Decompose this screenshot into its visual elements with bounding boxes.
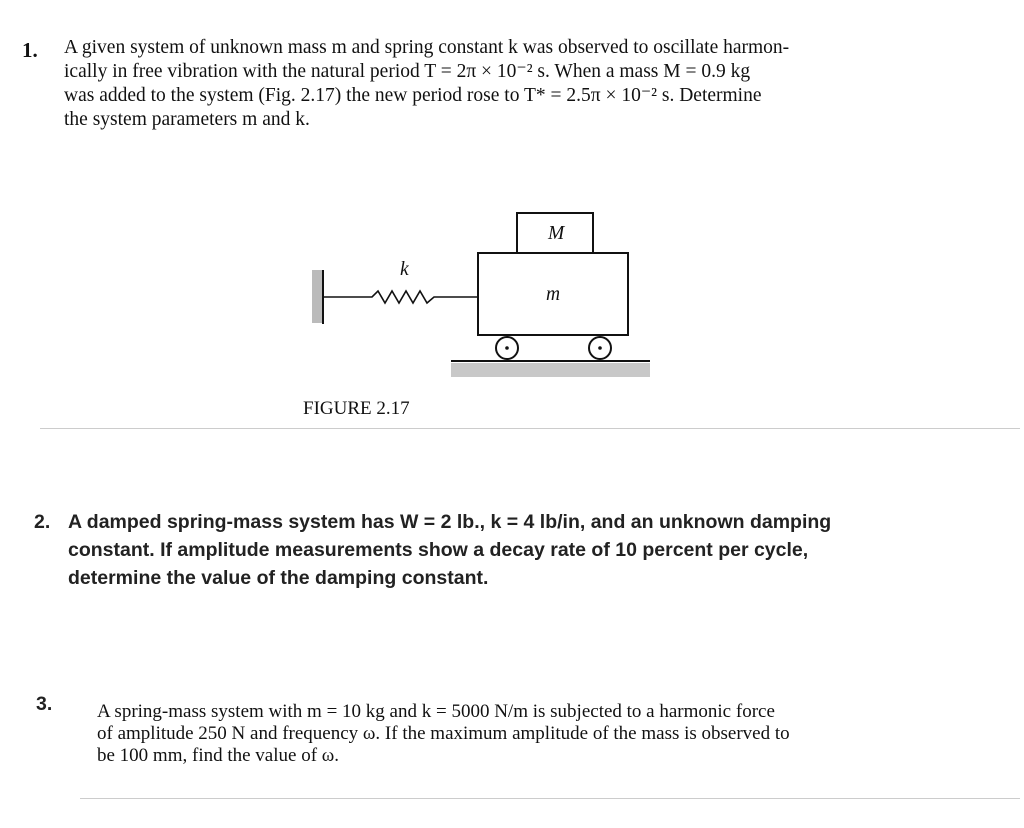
divider (80, 798, 1020, 799)
wall-hatch (312, 270, 322, 323)
problem-1-line: ically in free vibration with the natural period T = 2π × 10⁻² s. When a mass M = 0.9 kg (64, 61, 751, 82)
spring (323, 291, 477, 303)
problem-2-number: 2. (34, 511, 51, 533)
ground-hatch (451, 363, 650, 377)
mass-label: m (546, 284, 561, 305)
problem-2-line: A damped spring-mass system has W = 2 lb., k = 4 lb/in, and an unknown damping (68, 511, 832, 533)
figure-caption: FIGURE 2.17 (303, 398, 410, 419)
problem-3-line: of amplitude 250 N and frequency ω. If the maximum amplitude of the mass is observed to (97, 723, 790, 744)
added-mass-label: M (548, 223, 565, 244)
spring-label: k (400, 259, 409, 280)
problem-2-text (68, 508, 831, 592)
problem-1-line: A given system of unknown mass m and spring constant k was observed to oscillate harmon- (64, 37, 790, 58)
wheel-axle (505, 346, 509, 350)
problem-3-number: 3. (36, 693, 53, 715)
problem-1-number: 1. (22, 38, 38, 62)
problem-2-line: determine the value of the damping constant. (68, 567, 489, 589)
problem-3-line: A spring-mass system with m = 10 kg and k = 5000 N/m is subjected to a harmonic force (97, 701, 775, 722)
wheel-axle (598, 346, 602, 350)
divider (40, 428, 1020, 429)
problem-1-line: was added to the system (Fig. 2.17) the new period rose to T* = 2.5π × 10⁻² s. Determine (64, 85, 762, 106)
problem-1-line: the system parameters m and k. (64, 109, 310, 130)
problem-3-text (97, 701, 790, 767)
problem-3-line: be 100 mm, find the value of ω. (97, 745, 340, 766)
problem-2-line: constant. If amplitude measurements show a decay rate of 10 percent per cycle, (68, 539, 809, 561)
